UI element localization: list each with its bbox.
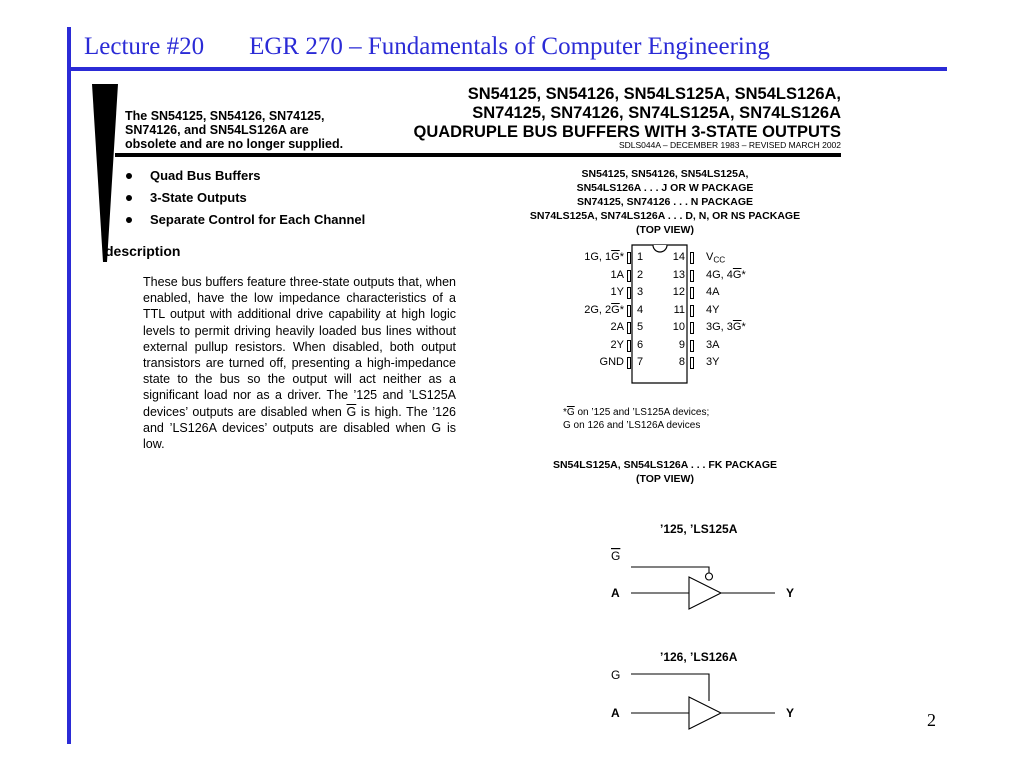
pin-label-9: 3A <box>706 338 720 351</box>
description-text: These bus buffers feature three-state outputs that, when enabled, have the low impedance characteristics of a TTL output with additional drive capability at high logic levels to permit driving heavily loaded bus lines without external pullup resistors. When disabled, both output transistors are turned off, presenting a high-impedance state to the bus so the output will act neither as a significant load nor as a driver. The ’125 and ’LS125A devices’ outputs are disabled when $\overline{G}$ is high. The ’126 and ’LS126A devices’ outputs are disabled when G is low. <box>143 275 456 452</box>
course-title: EGR 270 – Fundamentals of Computer Engineering <box>249 33 770 60</box>
pin-lead-6 <box>627 340 631 352</box>
pin-number-4: 4 <box>637 303 644 316</box>
slide-title <box>84 33 770 61</box>
obsolete-notice: The SN54125, SN54126, SN74125, SN74126, and SN54LS126A are obsolete and are no longer supplied. <box>125 109 344 151</box>
package-header: SN54125, SN54126, SN54LS125A, SN54LS126A . . . J OR W PACKAGE SN74125, SN74126 . . . N PACKAGE SN74LS125A, SN74LS126A . . . D, N, OR NS PACKAGE (TOP VIEW) <box>529 168 801 236</box>
pin-label-3: 1Y <box>610 286 624 298</box>
pin-lead-2 <box>627 270 631 282</box>
pin-lead-3 <box>627 287 631 299</box>
logic-y-label-125: Y <box>786 586 795 600</box>
pin-lead-11 <box>690 305 694 317</box>
pinout-diagram <box>540 243 800 393</box>
pin-number-2: 2 <box>637 268 644 281</box>
logic-a-label-126: A <box>611 706 620 720</box>
logic-title-125: ’125, ’LS125A <box>660 522 738 536</box>
pin-label-5: 2A <box>610 321 624 333</box>
datasheet-title: SN54125, SN54126, SN54LS125A, SN54LS126A, SN74125, SN74126, SN74LS125A, SN74LS126A QUADRUPLE BUS BUFFERS WITH 3-STATE OUTPUTS <box>413 85 841 141</box>
pin-number-7: 7 <box>637 356 644 368</box>
buffer-gate-126 <box>631 674 775 729</box>
pin-number-5: 5 <box>637 321 644 333</box>
datasheet-header-rule <box>115 153 841 157</box>
pin-label-11: 4Y <box>706 303 720 316</box>
logic-symbols <box>605 515 805 730</box>
pin-label-13: 4G, $4\overline{G}*$ <box>706 268 746 281</box>
pin-label-7: GND <box>599 356 624 368</box>
pin1-notch <box>653 245 667 252</box>
pin-number-10: 10 <box>672 321 685 333</box>
left-accent-bar <box>67 27 71 744</box>
buffer-gate-125 <box>631 567 775 609</box>
pin-label-6: 2Y <box>610 338 624 351</box>
pin-number-13: 13 <box>672 268 685 281</box>
pin-label-4: 2G, $2\overline{G}*$ <box>584 303 624 316</box>
feature-item: Separate Control for Each Channel <box>126 209 365 231</box>
pin-number-1: 1 <box>637 251 644 263</box>
pin-lead-10 <box>690 322 694 334</box>
pin-lead-8 <box>690 357 694 369</box>
pin-number-8: 8 <box>678 356 685 368</box>
feature-item: 3-State Outputs <box>126 187 365 209</box>
pin-label-14: $V_{CC}$ <box>706 251 726 265</box>
pin-number-6: 6 <box>637 338 644 351</box>
pin-lead-4 <box>627 305 631 317</box>
bullet-icon <box>126 217 132 223</box>
lecture-number: Lecture #20 <box>84 33 205 60</box>
pin-label-8: 3Y <box>706 356 720 368</box>
logic-g-label-125: G <box>611 549 621 563</box>
feature-item: Quad Bus Buffers <box>126 165 365 187</box>
logic-y-label-126: Y <box>786 706 795 720</box>
datasheet-wedge <box>92 84 118 262</box>
pin-lead-12 <box>690 287 694 299</box>
pin-number-12: 12 <box>672 286 685 298</box>
page-number: 2 <box>927 710 936 730</box>
description-heading: description <box>105 243 181 259</box>
bullet-icon <box>126 195 132 201</box>
pin-number-3: 3 <box>637 286 644 298</box>
logic-a-label-125: A <box>611 586 620 600</box>
ic-body <box>540 243 800 393</box>
pin-label-12: 4A <box>706 286 720 298</box>
pin-number-9: 9 <box>678 338 685 351</box>
pin-lead-5 <box>627 322 631 334</box>
logic-g-label-126: G <box>611 668 621 682</box>
pin-label-1: 1G, $1\overline{G}*$ <box>584 251 624 263</box>
pin-lead-7 <box>627 357 631 369</box>
pin-footnote: $*\overline{G}$ on ’125 and ’LS125A devices; G on 126 and ’LS126A devices <box>563 407 710 431</box>
pin-lead-1 <box>627 252 631 264</box>
pin-number-11: 11 <box>673 303 685 316</box>
pin-lead-14 <box>690 252 694 264</box>
fk-package-header: SN54LS125A, SN54LS126A . . . FK PACKAGE (TOP VIEW) <box>552 459 778 485</box>
logic-title-126: ’126, ’LS126A <box>660 650 738 664</box>
bullet-icon <box>126 173 132 179</box>
pin-label-10: 3G, $3\overline{G}*$ <box>706 321 746 333</box>
pin-number-14: 14 <box>672 251 685 263</box>
datasheet-doc-id: SDLS044A – DECEMBER 1983 – REVISED MARCH 2002 <box>618 140 841 150</box>
title-underline <box>67 67 947 71</box>
feature-list <box>126 165 365 231</box>
pin-lead-9 <box>690 340 694 352</box>
pin-label-2: 1A <box>610 268 624 281</box>
pin-lead-13 <box>690 270 694 282</box>
